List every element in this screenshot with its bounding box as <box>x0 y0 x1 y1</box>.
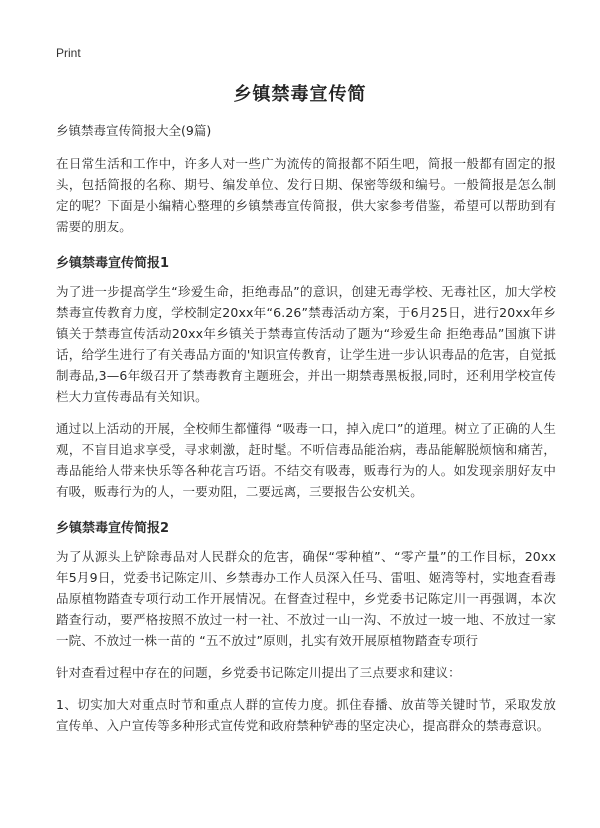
document-body <box>56 122 556 747</box>
section-2-paragraph-1: 为了从源头上铲除毒品对人民群众的危害，确保“零种植”、“零产量”的工作目标，20xx年5月9日，党委书记陈定川、乡禁毒办工作人员深入任马、雷咀、姬湾等村，实地查看毒品原植物踏查专项行动工作开展情况。在督查过程中，乡党委书记陈定川一再强调，本次踏查行动，要严格按照不放过一村一社、不放过一山一沟、不放过一坡一地、不放过一家一院、不放过一株一苗的 “五不放过”原则，扎实有效开展原植物踏查专项行 <box>56 549 556 648</box>
section-1-paragraph-2: 通过以上活动的开展，全校师生都懂得 “吸毒一口，掉入虎口”的道理。树立了正确的人生观，不盲目追求享受，寻求刺激，赶时髦。不听信毒品能治病，毒品能解脱烦恼和痛苦，毒品能给人带来快乐等各种花言巧语。不结交有吸毒，贩毒行为的人。如发现亲朋好友中有吸，贩毒行为的人，一要劝阻，二要远离，三要报告公安机关。 <box>56 421 556 499</box>
section-2-paragraph-2: 针对查看过程中存在的问题，乡党委书记陈定川提出了三点要求和建议： <box>56 665 461 680</box>
section-heading-2: 乡镇禁毒宣传简报2 <box>56 521 170 536</box>
section-2-paragraph-3: 1、切实加大对重点时节和重点人群的宣传力度。抓住春播、放苗等关键时节，采取发放宣传单、入户宣传等多种形式宣传党和政府禁种铲毒的坚定决心，提高群众的禁毒意识。 <box>56 697 556 733</box>
section-heading-1: 乡镇禁毒宣传简报1 <box>56 256 170 271</box>
page-title: 乡镇禁毒宣传简 <box>233 84 367 105</box>
section-1-paragraph-1: 为了进一步提高学生“珍爱生命，拒绝毒品”的意识，创建无毒学校、无毒社区，加大学校禁毒宣传教育力度，学校制定20xx年“6.26”禁毒活动方案，于6月25日，进行20xx年乡镇关于禁毒宣传活动20xx年乡镇关于禁毒宣传活动了题为“珍爱生命 拒绝毒品”国旗下讲话，给学生进行了有关毒品方面的'知识宣传教育，让学生进一步认识毒品的危害，自觉抵制毒品,3—6年级召开了禁毒教育主题班会，并出一期禁毒黑板报,同时，还利用学校宣传栏大力宣传毒品有关知识。 <box>56 284 556 404</box>
print-link[interactable]: Print <box>56 46 81 60</box>
intro-paragraph: 在日常生活和工作中，许多人对一些广为流传的简报都不陌生吧，简报一般都有固定的报头，包括简报的名称、期号、编发单位、发行日期、保密等级和编号。一般简报是怎么制定的呢？下面是小编精心整理的乡镇禁毒宣传简报，供大家参考借鉴，希望可以帮助到有需要的朋友。 <box>56 156 556 234</box>
document-subtitle: 乡镇禁毒宣传简报大全(9篇) <box>56 123 212 138</box>
